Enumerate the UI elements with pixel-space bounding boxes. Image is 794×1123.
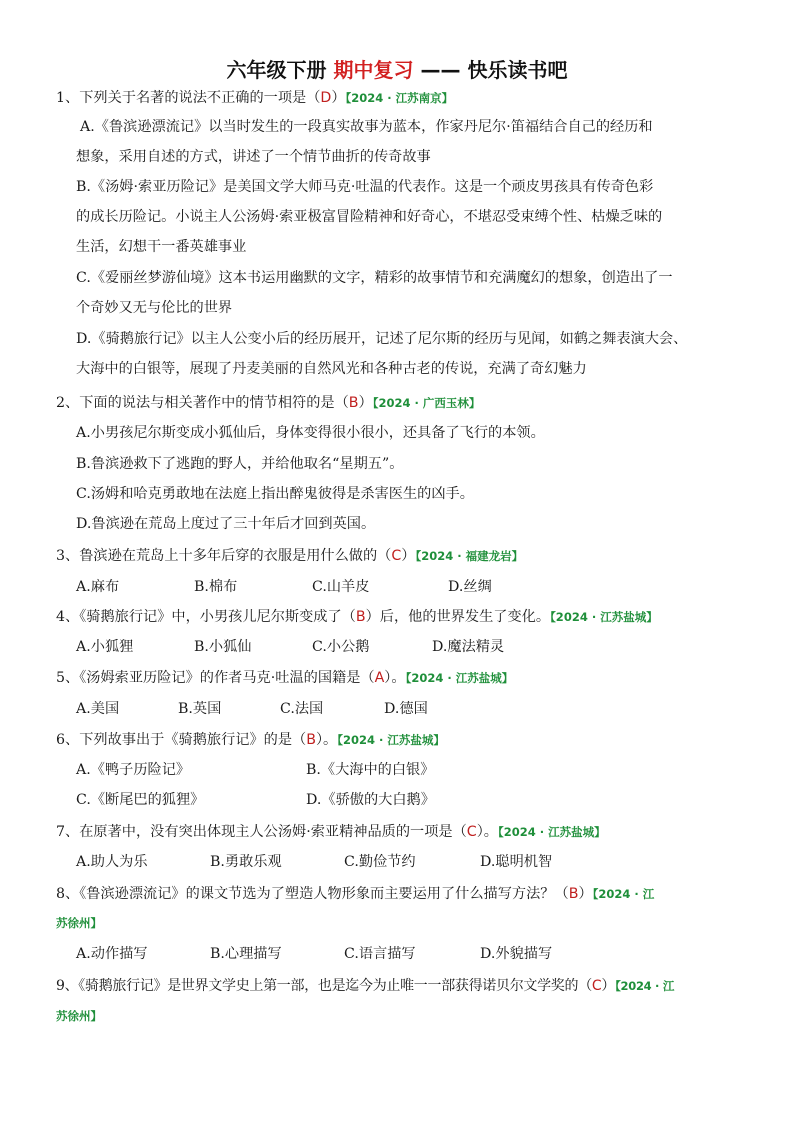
answer-5: A xyxy=(374,670,385,686)
question-6-stem: 6、下列故事出于《骑鹅旅行记》的是（B）。【2024 · 江苏盐城】 xyxy=(56,732,445,748)
question-7-stem: 7、在原著中，没有突出体现主人公汤姆·索亚精神品质的一项是（C）。【2024 · 江苏盐城】 xyxy=(56,824,606,840)
q6-option-b: B.《大海中的白银》 xyxy=(306,762,435,778)
source-tag-8: 【2024 · 江 xyxy=(592,887,655,901)
question-4-stem: 4、《骑鹅旅行记》中，小男孩儿尼尔斯变成了（B）后，他的世界发生了变化。【2024 · 江苏盐城】 xyxy=(56,609,658,625)
question-2-stem: 2、下面的说法与相关著作中的情节相符的是（B）【2024 · 广西玉林】 xyxy=(56,395,481,411)
page-title xyxy=(0,54,794,83)
q1-option-a-line2: 想象，采用自述的方式，讲述了一个情节曲折的传奇故事 xyxy=(76,149,431,165)
question-1-stem: 1、下列关于名著的说法不正确的一项是（D）【2024 · 江苏南京】 xyxy=(56,90,454,106)
q1-option-c-line1: C.《爱丽丝梦游仙境》这本书运用幽默的文字，精彩的故事情节和充满魔幻的想象，创造出了一 xyxy=(76,270,673,286)
q7-option-a: A.助人为乐 xyxy=(76,854,148,870)
q1-option-b-line3: 生活，幻想干一番英雄事业 xyxy=(76,239,247,255)
q5-option-d: D.德国 xyxy=(384,701,428,717)
source-tag-7: 【2024 · 江苏盐城】 xyxy=(498,825,606,839)
source-tag-9: 【2024 · 江 xyxy=(615,979,675,993)
answer-1: D xyxy=(320,90,332,106)
title-midterm: 期中复习 xyxy=(333,58,414,82)
q6-option-d: D.《骄傲的大白鹅》 xyxy=(306,792,435,808)
q2-option-a: A.小男孩尼尔斯变成小狐仙后，身体变得很小很小，还具备了飞行的本领。 xyxy=(76,425,545,441)
q2-option-d: D.鲁滨逊在荒岛上度过了三十年后才回到英国。 xyxy=(76,516,376,532)
q3-option-b: B.棉布 xyxy=(194,579,238,595)
q4-option-c: C.小公鹅 xyxy=(312,639,370,655)
q2-option-b: B.鲁滨逊救下了逃跑的野人，并给他取名“星期五”。 xyxy=(76,456,404,472)
q8-option-c: C.语言描写 xyxy=(344,946,416,962)
title-topic: —— 快乐读书吧 xyxy=(420,58,568,82)
q2-option-c: C.汤姆和哈克勇敢地在法庭上指出醉鬼彼得是杀害医生的凶手。 xyxy=(76,486,474,502)
q1-option-d-line1: D.《骑鹅旅行记》以主人公变小后的经历展开，记述了尼尔斯的经历与见闻，如鹤之舞表演大会、 xyxy=(76,331,688,347)
question-9-stem: 9、《骑鹅旅行记》是世界文学史上第一部，也是迄今为止唯一一部获得诺贝尔文学奖的（C）【2024 · 江 xyxy=(56,978,675,994)
q5-option-b: B.英国 xyxy=(178,701,222,717)
q4-option-d: D.魔法精灵 xyxy=(432,639,505,655)
question-8-stem: 8、《鲁滨逊漂流记》的课文节选为了塑造人物形象而主要运用了什么描写方法？（B）【2024 · 江 xyxy=(56,886,655,902)
q5-option-c: C.法国 xyxy=(280,701,324,717)
answer-7: C xyxy=(466,824,477,840)
q1-option-b-line1: B.《汤姆·索亚历险记》是美国文学大师马克·吐温的代表作。这是一个顽皮男孩具有传奇色彩 xyxy=(76,179,654,195)
q1-option-c-line2: 个奇妙又无与伦比的世界 xyxy=(76,300,233,316)
q1-option-d-line2: 大海中的白银等，展现了丹麦美丽的自然风光和各种古老的传说，充满了奇幻魅力 xyxy=(76,361,587,377)
q8-option-b: B.心理描写 xyxy=(210,946,282,962)
question-8-source-cont: 苏徐州】 xyxy=(56,916,102,930)
answer-6: B xyxy=(306,732,316,748)
answer-9: C xyxy=(591,978,602,994)
title-grade: 六年级下册 xyxy=(226,58,327,82)
answer-2: B xyxy=(348,395,359,411)
q3-option-d: D.丝绸 xyxy=(448,579,492,595)
question-3-stem: 3、鲁滨逊在荒岛上十多年后穿的衣服是用什么做的（C）【2024 · 福建龙岩】 xyxy=(56,548,524,564)
answer-8: B xyxy=(568,886,579,902)
answer-4: B xyxy=(355,609,366,625)
q6-option-a: A.《鸭子历险记》 xyxy=(76,762,191,778)
question-9-source-cont: 苏徐州】 xyxy=(56,1009,102,1023)
q5-option-a: A.美国 xyxy=(76,701,120,717)
q7-option-c: C.勤俭节约 xyxy=(344,854,416,870)
q1-option-a-line1: A.《鲁滨逊漂流记》以当时发生的一段真实故事为蓝本，作家丹尼尔·笛福结合自己的经历和 xyxy=(80,119,653,135)
q3-option-a: A.麻布 xyxy=(76,579,120,595)
q1-option-b-line2: 的成长历险记。小说主人公汤姆·索亚极富冒险精神和好奇心，不堪忍受束缚个性、枯燥乏味的 xyxy=(76,209,663,225)
source-tag-6: 【2024 · 江苏盐城】 xyxy=(337,733,445,747)
q6-option-c: C.《断尾巴的狐狸》 xyxy=(76,792,205,808)
source-tag-3: 【2024 · 福建龙岩】 xyxy=(415,549,524,563)
question-5-stem: 5、《汤姆索亚历险记》的作者马克·吐温的国籍是（A）。【2024 · 江苏盐城】 xyxy=(56,670,514,686)
source-tag-5: 【2024 · 江苏盐城】 xyxy=(405,671,514,685)
q7-option-d: D.聪明机智 xyxy=(480,854,553,870)
q4-option-a: A.小狐狸 xyxy=(76,639,134,655)
source-tag-2: 【2024 · 广西玉林】 xyxy=(372,396,481,410)
q7-option-b: B.勇敢乐观 xyxy=(210,854,282,870)
q4-option-b: B.小狐仙 xyxy=(194,639,252,655)
answer-3: C xyxy=(391,548,402,564)
source-tag-1: 【2024 · 江苏南京】 xyxy=(345,91,454,105)
q3-option-c: C.山羊皮 xyxy=(312,579,370,595)
q8-option-d: D.外貌描写 xyxy=(480,946,553,962)
source-tag-4: 【2024 · 江苏盐城】 xyxy=(550,610,658,624)
q8-option-a: A.动作描写 xyxy=(76,946,148,962)
